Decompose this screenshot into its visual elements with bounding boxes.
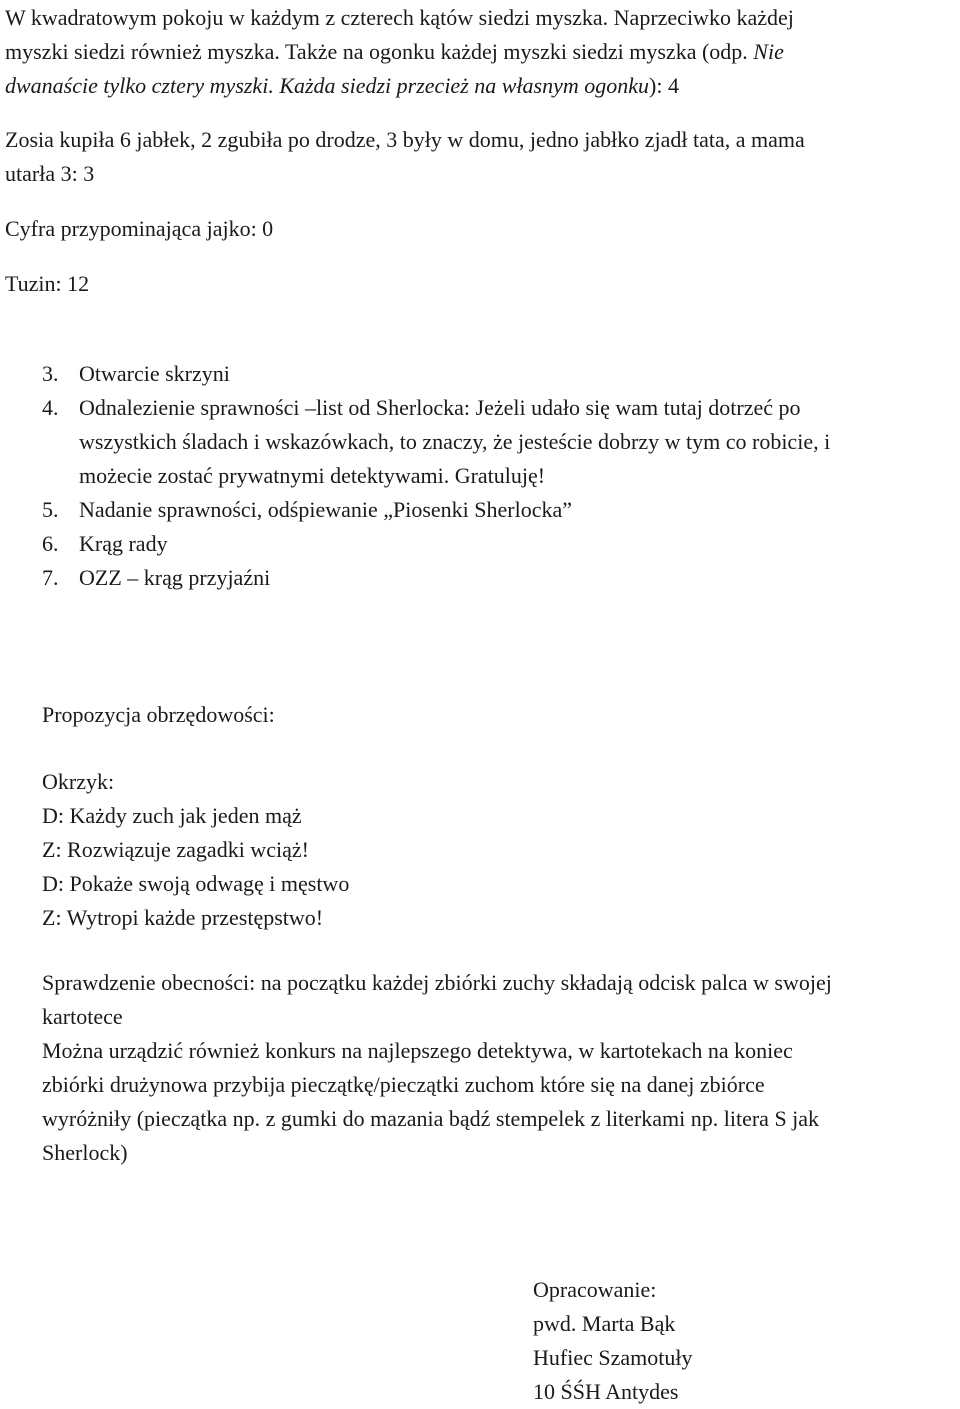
text-line: Otwarcie skrzyni [79,361,230,386]
text-line: utarła 3: 3 [5,161,95,186]
text-line: Odnalezienie sprawności –list od Sherlocka: Jeżeli udało się wam tutaj dotrzeć po [79,395,801,420]
author-signature-block [533,1273,692,1409]
list-item-text [42,561,830,595]
list-item [42,561,830,595]
riddle-digit-paragraph [5,212,273,246]
list-item-number: 7. [42,565,59,590]
list-item-number: 5. [42,497,59,522]
text-line: OZZ – krąg przyjaźni [79,565,271,590]
italic-span: Nie [753,39,784,64]
attendance-paragraph [42,966,832,1170]
riddle-mice-paragraph [5,1,794,103]
list-item [42,493,830,527]
text-span: ): 4 [649,73,679,98]
list-item-text [42,527,830,561]
text-line: Można urządzić również konkurs na najlepszego detektywa, w kartotekach na koniec [42,1038,793,1063]
text-line: Sherlock) [42,1140,128,1165]
chant-line: D: Każdy zuch jak jeden mąż [42,803,302,828]
chant-line: Z: Rozwiązuje zagadki wciąż! [42,837,309,862]
italic-span: dwanaście tylko cztery myszki. Każda siedzi przecież na własnym ogonku [5,73,650,98]
text-line: W kwadratowym pokoju w każdym z czterech kątów siedzi myszka. Naprzeciwko każdej [5,5,794,30]
list-item-text [42,357,830,391]
numbered-list [42,357,830,595]
text-line: Cyfra przypominająca jajko: 0 [5,216,274,241]
list-item-text [42,391,830,493]
text-line: Nadanie sprawności, odśpiewanie „Piosenki Sherlocka” [79,497,573,522]
text-line [5,35,794,69]
text-line: Tuzin: 12 [5,271,90,296]
signature-line: pwd. Marta Bąk [533,1311,676,1336]
riddle-dozen-paragraph [5,267,89,301]
list-item-number: 3. [42,361,59,386]
riddle-apples-paragraph [5,123,805,191]
list-item-number: 6. [42,531,59,556]
text-line: możecie zostać prywatnymi detektywami. Gratuluję! [79,463,546,488]
chant-heading: Okrzyk: [42,769,115,794]
section-heading-propozycja [42,698,275,732]
text-line: kartotece [42,1004,123,1029]
list-item-text [42,493,830,527]
text-line: Sprawdzenie obecności: na początku każdej zbiórki zuchy składają odcisk palca w swojej [42,970,832,995]
list-item [42,527,830,561]
text-line: zbiórki drużynowa przybija pieczątkę/pieczątki zuchom które się na danej zbiórce [42,1072,765,1097]
text-span: myszki siedzi również myszka. Także na ogonku każdej myszki siedzi myszka (odp. [5,39,748,64]
chant-block [42,765,349,935]
text-line: Krąg rady [79,531,168,556]
signature-line: Opracowanie: [533,1277,657,1302]
signature-line: Hufiec Szamotuły [533,1345,693,1370]
text-line: wyróżniły (pieczątka np. z gumki do mazania bądź stempelek z literkami np. litera S jak [42,1106,820,1131]
list-item [42,391,830,493]
list-item-number: 4. [42,395,59,420]
list-item [42,357,830,391]
text-line: wszystkich śladach i wskazówkach, to znaczy, że jesteście dobrzy w tym co robicie, i [79,429,831,454]
chant-line: Z: Wytropi każde przestępstwo! [42,905,324,930]
text-line: Zosia kupiła 6 jabłek, 2 zgubiła po drodze, 3 były w domu, jedno jabłko zjadł tata, a mama [5,127,805,152]
text-line: Propozycja obrzędowości: [42,702,275,727]
text-line [5,69,794,103]
chant-line: D: Pokaże swoją odwagę i męstwo [42,871,350,896]
signature-line: 10 ŚŚH Antydes [533,1379,679,1404]
